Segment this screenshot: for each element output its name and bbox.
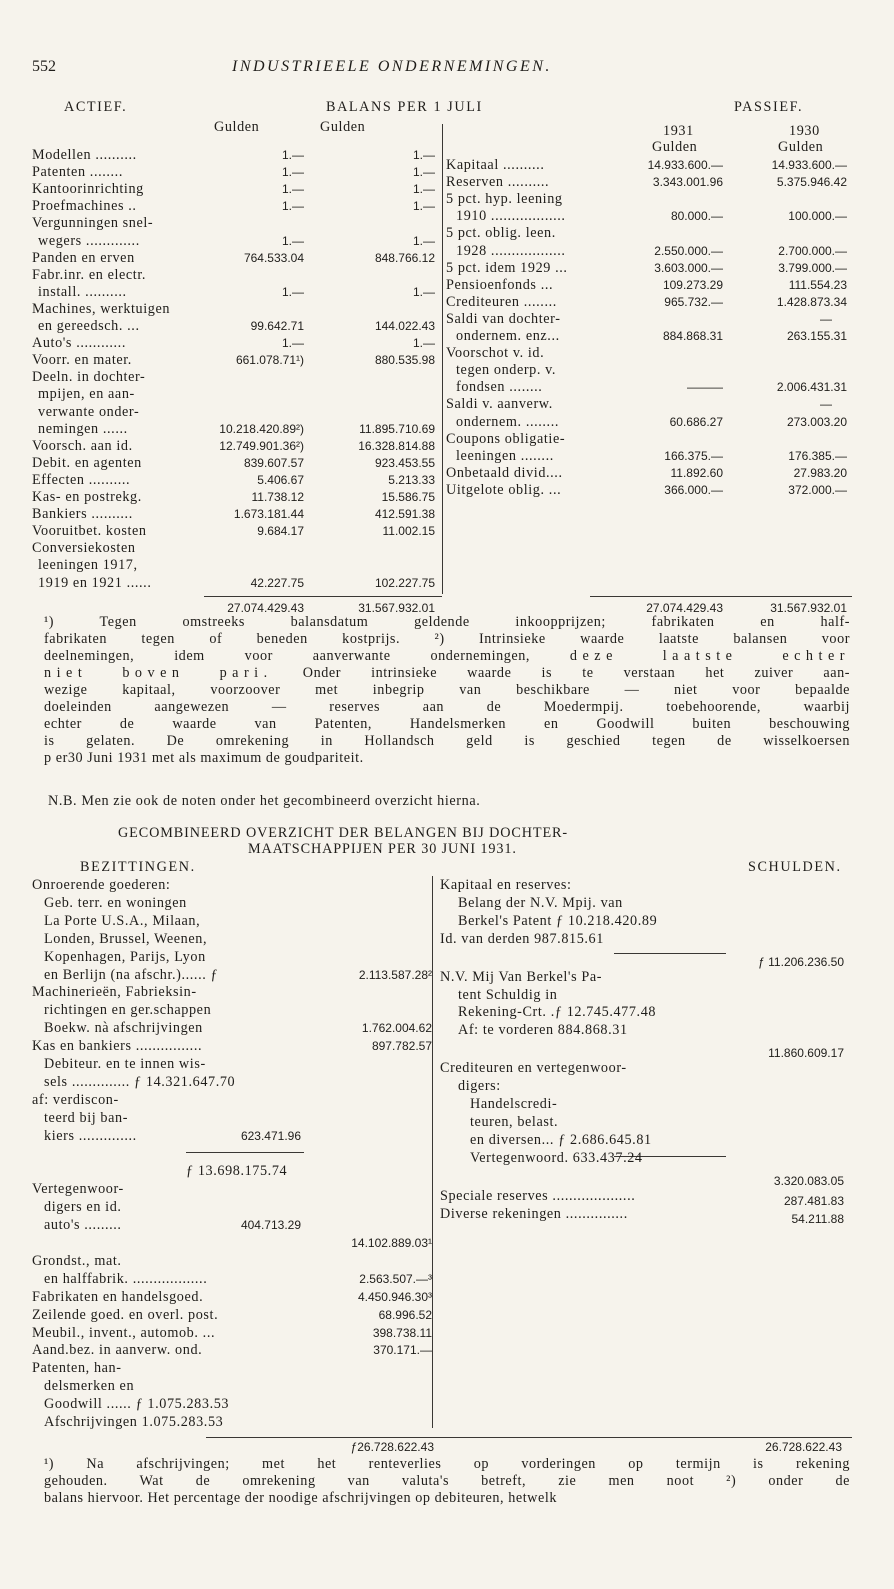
holding-line: Onroerende goederen: bbox=[32, 877, 171, 893]
asset-value-1931: 42.227.75 bbox=[250, 575, 304, 590]
holding-value: 14.102.889.03¹ bbox=[351, 1236, 432, 1250]
asset-label: verwante onder- bbox=[38, 403, 140, 420]
holding-value: 897.782.57 bbox=[371, 1039, 432, 1054]
liab-total-1930: 31.567.932.01 bbox=[770, 601, 847, 615]
liability-value-1930: 176.385.— bbox=[788, 448, 847, 463]
holding-subvalue: 404.713.29 bbox=[240, 1218, 301, 1233]
liability-value-1930: 100.000.— bbox=[788, 209, 847, 224]
asset-value-1930: 923.453.55 bbox=[374, 455, 435, 470]
holding-line: sels .............. ƒ 14.321.647.70 bbox=[44, 1073, 236, 1090]
asset-label: Voorr. en mater. bbox=[32, 352, 132, 369]
asset-value-1931: 1.— bbox=[281, 199, 304, 214]
debt-line: Speciale reserves .................... bbox=[440, 1187, 636, 1204]
asset-label: Patenten ........ bbox=[32, 164, 123, 181]
liability-dash: — bbox=[820, 311, 832, 326]
asset-value-1931: 5.406.67 bbox=[257, 472, 304, 487]
debt-line: Af: te vorderen 884.868.31 bbox=[458, 1022, 628, 1039]
asset-value-1930: 11.895.710.69 bbox=[359, 421, 435, 436]
liability-label: Coupons obligatie- bbox=[446, 430, 566, 447]
assets-total-1930: 31.567.932.01 bbox=[358, 601, 435, 615]
liab-col-header-1: Gulden bbox=[652, 139, 698, 155]
debts-total: 26.728.622.43 bbox=[765, 1440, 842, 1454]
holding-line: en halffabrik. .................. bbox=[44, 1270, 208, 1287]
holding-line: Zeilende goed. en overl. post. bbox=[32, 1306, 219, 1323]
asset-value-1930: 848.766.12 bbox=[374, 250, 435, 265]
debt-line: Vertegenwoord. 633.437.24 bbox=[470, 1149, 643, 1166]
footnote-balance bbox=[44, 614, 850, 767]
holding-line: Fabrikaten en handelsgoed. bbox=[32, 1288, 204, 1305]
debt-line: tent Schuldig in bbox=[458, 986, 558, 1003]
holding-line: kiers .............. bbox=[44, 1127, 137, 1144]
liability-dash: — bbox=[820, 397, 832, 412]
asset-label: mpijen, en aan- bbox=[38, 386, 135, 403]
liability-label: ondernem. ........ bbox=[456, 413, 559, 430]
footnote-line: ¹) Tegen omstreeks balansdatum geldende inkoopprijzen; fabrikaten en half- bbox=[44, 614, 850, 630]
debt-line: en diversen... ƒ 2.686.645.81 bbox=[470, 1131, 652, 1148]
liability-value-1931: 11.892.60 bbox=[670, 465, 723, 480]
asset-value-1930: 5.213.33 bbox=[388, 472, 435, 487]
liability-label: leeningen ........ bbox=[456, 447, 554, 464]
liability-label: 5 pct. idem 1929 ... bbox=[446, 259, 568, 276]
liability-value-1931: 60.686.27 bbox=[669, 414, 723, 429]
asset-value-1931: 1.— bbox=[281, 182, 304, 197]
liability-value-1931: 3.343.001.96 bbox=[652, 175, 723, 190]
asset-value-1931: 11.738.12 bbox=[251, 490, 304, 504]
footnote-line: niet boven pari. Onder intrinsieke waarde is te verstaan het zuiver aan- bbox=[44, 665, 850, 681]
asset-label: Panden en erven bbox=[32, 249, 135, 266]
asset-label: Voorsch. aan id. bbox=[32, 437, 133, 454]
holding-line: af: verdiscon- bbox=[32, 1091, 119, 1108]
asset-label: Fabr.inr. en electr. bbox=[32, 266, 147, 283]
holding-line: digers en id. bbox=[44, 1199, 122, 1216]
asset-value-1931: 99.642.71 bbox=[250, 319, 304, 333]
balance-title: BALANS PER 1 JULI bbox=[326, 99, 483, 115]
holding-line: Meubil., invent., automob. ... bbox=[32, 1324, 216, 1341]
page-number: 552 bbox=[32, 58, 56, 75]
holding-value: 68.996.52 bbox=[378, 1307, 432, 1322]
liab-col-header-2: Gulden bbox=[778, 139, 824, 155]
combined-title-line2: MAATSCHAPPIJEN PER 30 JUNI 1931. bbox=[248, 841, 517, 857]
liability-label: Onbetaald divid.... bbox=[446, 464, 563, 481]
holding-line: Patenten, han- bbox=[32, 1360, 122, 1377]
asset-label: Modellen .......... bbox=[32, 147, 137, 163]
liability-value-1931: 3.603.000.— bbox=[654, 260, 723, 275]
liability-label: Saldi van dochter- bbox=[446, 310, 561, 327]
asset-value-1931: 1.— bbox=[281, 165, 304, 180]
holding-line: delsmerken en bbox=[44, 1378, 135, 1395]
asset-label: Deeln. in dochter- bbox=[32, 369, 146, 386]
asset-value-1930: 412.591.38 bbox=[374, 507, 435, 522]
liability-label: Pensioenfonds ... bbox=[446, 276, 554, 293]
asset-label: wegers ............. bbox=[38, 232, 140, 249]
holding-line: teerd bij ban- bbox=[44, 1109, 129, 1126]
asset-value-1931: 839.607.57 bbox=[243, 455, 304, 470]
footnote-line: balans hiervoor. Het percentage der noodige afschrijvingen op debiteuren, hetwelk bbox=[44, 1490, 557, 1506]
liability-label: Kapitaal .......... bbox=[446, 157, 545, 173]
asset-value-1930: 880.535.98 bbox=[374, 353, 435, 368]
asset-value-1931: 764.533.04 bbox=[243, 250, 304, 265]
asset-value-1930: 1.— bbox=[412, 336, 435, 351]
asset-label: Kas- en postrekg. bbox=[32, 489, 142, 505]
liab-year-1930: 1930 bbox=[789, 123, 820, 139]
liability-label: 5 pct. hyp. leening bbox=[446, 191, 563, 208]
combined-total-rule bbox=[206, 1437, 852, 1438]
liability-label: Reserven .......... bbox=[446, 174, 550, 191]
footnote-line: doeleinden aangewezen — reserves aan de Moedermpij. toebehoorende, waarbij bbox=[44, 699, 850, 715]
asset-label: leeningen 1917, bbox=[38, 557, 138, 574]
liability-value-1930: 372.000.— bbox=[788, 482, 847, 497]
liability-label: Crediteuren ........ bbox=[446, 293, 557, 310]
asset-value-1931: 661.078.71¹) bbox=[235, 353, 304, 368]
holdings-total: ƒ26.728.622.43 bbox=[350, 1440, 434, 1454]
debt-line: digers: bbox=[458, 1078, 501, 1095]
holding-value: 370.171.— bbox=[373, 1343, 432, 1358]
debt-line: Crediteuren en vertegenwoor- bbox=[440, 1060, 627, 1077]
holding-value: 2.113.587.28² bbox=[358, 967, 432, 982]
holding-line: La Porte U.S.A., Milaan, bbox=[44, 912, 201, 929]
liability-label: 1910 .................. bbox=[456, 208, 566, 225]
liability-value-1930: 3.799.000.— bbox=[778, 260, 847, 275]
asset-value-1931: 9.684.17 bbox=[257, 524, 304, 539]
asset-value-1931: 1.— bbox=[281, 233, 304, 248]
holding-line: Vertegenwoor- bbox=[32, 1181, 124, 1198]
nb-note: N.B. Men zie ook de noten onder het gecombineerd overzicht hierna. bbox=[48, 793, 481, 809]
balance-center-rule bbox=[442, 124, 443, 594]
debt-line: teuren, belast. bbox=[470, 1113, 559, 1130]
footnote-line: echter de waarde van Patenten, Handelsmerken en Goodwill buiten beschouwing bbox=[44, 716, 850, 732]
asset-label: Vergunningen snel- bbox=[32, 215, 154, 232]
footnote-line: wezige kapitaal, voorzoover met inbegrip van beschikbare — niet voor bepaalde bbox=[44, 682, 850, 698]
holding-line: ƒ 13.698.175.74 bbox=[186, 1163, 288, 1180]
liab-year-1931: 1931 bbox=[663, 123, 694, 139]
holding-line: richtingen en ger.schappen bbox=[44, 1002, 212, 1019]
liability-value-1931: 2.550.000.— bbox=[654, 243, 723, 258]
footnote-line: deelnemingen, idem voor aanverwante ondernemingen, deze laatste echter bbox=[44, 648, 850, 664]
holding-line: Machinerieën, Fabrieksin- bbox=[32, 984, 197, 1001]
debt-line: Berkel's Patent ƒ 10.218.420.89 bbox=[458, 912, 658, 929]
liability-value-1931: 366.000.— bbox=[664, 482, 723, 497]
asset-value-1930: 1.— bbox=[412, 165, 435, 180]
asset-label: Bankiers .......... bbox=[32, 506, 133, 523]
liability-value-1930: 263.155.31 bbox=[786, 329, 847, 343]
liability-value-1931: 166.375.— bbox=[664, 448, 723, 463]
debts-header: SCHULDEN. bbox=[748, 859, 842, 875]
asset-value-1930: 1.— bbox=[412, 148, 435, 162]
asset-label: install. .......... bbox=[38, 283, 127, 300]
holding-value: 2.563.507.—³ bbox=[359, 1271, 432, 1286]
holding-line: Grondst., mat. bbox=[32, 1252, 122, 1269]
holding-line: Goodwill ...... ƒ 1.075.283.53 bbox=[44, 1396, 230, 1413]
combined-title-line1: GECOMBINEERD OVERZICHT DER BELANGEN BIJ DOCHTER- bbox=[118, 825, 569, 841]
passief-label: PASSIEF. bbox=[734, 99, 804, 115]
liability-label: fondsen ........ bbox=[456, 379, 543, 396]
holding-line: Debiteur. en te innen wis- bbox=[44, 1056, 206, 1072]
asset-label: nemingen ...... bbox=[38, 420, 128, 437]
asset-label: Effecten .......... bbox=[32, 471, 131, 488]
assets-total-rule bbox=[204, 596, 442, 597]
asset-value-1931: 1.— bbox=[281, 284, 304, 299]
asset-value-1930: 1.— bbox=[412, 233, 435, 248]
asset-value-1930: 15.586.75 bbox=[381, 490, 435, 504]
footnote-line: p er30 Juni 1931 met als maximum de goudpariteit. bbox=[44, 750, 364, 766]
assets-total-1931: 27.074.429.43 bbox=[227, 601, 304, 615]
debtors-subtotal-rule bbox=[186, 1152, 304, 1153]
asset-value-1930: 1.— bbox=[412, 182, 435, 197]
holding-line: Kas en bankiers ................ bbox=[32, 1038, 203, 1055]
debt-line: Kapitaal en reserves: bbox=[440, 877, 572, 893]
debt-value: 54.211.88 bbox=[791, 1211, 844, 1226]
liability-value-1930: 2.006.431.31 bbox=[776, 380, 847, 395]
liability-value-1930: 111.554.23 bbox=[788, 277, 847, 292]
capital-subtotal-rule bbox=[614, 953, 726, 954]
holding-line: Londen, Brussel, Weenen, bbox=[44, 930, 208, 947]
asset-value-1931: 12.749.901.36²) bbox=[219, 438, 304, 453]
debt-line: Handelscredi- bbox=[470, 1096, 558, 1112]
liability-value-1930: 273.003.20 bbox=[786, 414, 847, 429]
liability-label: Saldi v. aanverw. bbox=[446, 396, 553, 413]
holding-value: 398.738.11 bbox=[372, 1325, 432, 1340]
holding-line: Aand.bez. in aanverw. ond. bbox=[32, 1342, 203, 1359]
asset-value-1931: 1.673.181.44 bbox=[233, 507, 304, 522]
assets-col-header-2: Gulden bbox=[320, 119, 366, 135]
asset-value-1931: 1.— bbox=[281, 148, 304, 162]
liability-label: ondernem. enz... bbox=[456, 328, 560, 344]
debt-line: Diverse rekeningen ............... bbox=[440, 1205, 628, 1222]
holding-value: 1.762.004.62 bbox=[361, 1021, 432, 1036]
asset-value-1930: 11.002.15 bbox=[382, 524, 435, 539]
footnote-combined bbox=[44, 1456, 850, 1507]
footnote-line: ¹) Na afschrijvingen; met het renteverlies op vorderingen op termijn is rekening bbox=[44, 1456, 850, 1472]
asset-value-1930: 144.022.43 bbox=[374, 319, 435, 333]
asset-label: Kantoorinrichting bbox=[32, 181, 144, 198]
liability-value-1931: 109.273.29 bbox=[662, 277, 723, 292]
debt-value: 3.320.083.05 bbox=[773, 1173, 844, 1188]
asset-label: Machines, werktuigen bbox=[32, 300, 171, 317]
liability-value-1931: ——— bbox=[687, 380, 723, 395]
actief-label: ACTIEF. bbox=[64, 99, 128, 115]
asset-label: Debit. en agenten bbox=[32, 454, 142, 471]
liability-value-1930: 2.700.000.— bbox=[778, 243, 847, 258]
asset-value-1930: 102.227.75 bbox=[374, 575, 435, 590]
debt-value: ƒ 11.206.236.50 bbox=[758, 954, 844, 969]
liability-label: 5 pct. oblig. leen. bbox=[446, 225, 556, 242]
footnote-line: fabrikaten tegen of beneden kostprijs. ²) Intrinsieke waarde laatste balansen voor bbox=[44, 631, 850, 647]
liability-label: 1928 .................. bbox=[456, 242, 566, 259]
liability-value-1931: 80.000.— bbox=[670, 209, 723, 224]
liab-total-rule bbox=[590, 596, 852, 597]
asset-value-1930: 1.— bbox=[412, 284, 435, 299]
liability-label: tegen onderp. v. bbox=[456, 362, 557, 379]
debt-value: 11.860.609.17 bbox=[768, 1046, 844, 1061]
asset-label: Vooruitbet. kosten bbox=[32, 523, 147, 540]
liab-total-1931: 27.074.429.43 bbox=[646, 601, 723, 615]
asset-label: en gereedsch. ... bbox=[38, 318, 140, 334]
holding-subvalue: 623.471.96 bbox=[240, 1128, 301, 1143]
holding-value: 4.450.946.30³ bbox=[357, 1289, 432, 1304]
footnote-line: is gelaten. De omrekening in Hollandsch geld is geschied tegen de wisselkoersen bbox=[44, 733, 850, 749]
liability-value-1930: 14.933.600.— bbox=[771, 158, 847, 172]
liability-label: Uitgelote oblig. ... bbox=[446, 481, 562, 498]
asset-label: Auto's ............ bbox=[32, 335, 126, 352]
holding-line: Geb. terr. en woningen bbox=[44, 894, 187, 911]
liability-label: Voorschot v. id. bbox=[446, 345, 545, 362]
holding-line: Boekw. nà afschrijvingen bbox=[44, 1020, 203, 1037]
liability-value-1931: 965.732.— bbox=[664, 294, 723, 309]
debt-line: Belang der N.V. Mpij. van bbox=[458, 894, 623, 911]
liability-value-1930: 27.983.20 bbox=[793, 465, 847, 480]
holdings-header: BEZITTINGEN. bbox=[80, 859, 196, 875]
debt-line: N.V. Mij Van Berkel's Pa- bbox=[440, 968, 603, 985]
liability-value-1931: 884.868.31 bbox=[662, 329, 723, 343]
liability-value-1930: 1.428.873.34 bbox=[776, 294, 847, 309]
holding-line: auto's ......... bbox=[44, 1217, 122, 1234]
asset-label: 1919 en 1921 ...... bbox=[38, 574, 152, 591]
assets-col-header-1: Gulden bbox=[214, 119, 260, 135]
asset-value-1930: 16.328.814.88 bbox=[358, 438, 435, 453]
footnote-line: gehouden. Wat de omrekening van valuta's betreft, zie men noot ²) onder de bbox=[44, 1473, 850, 1489]
asset-value-1931: 10.218.420.89²) bbox=[219, 421, 304, 436]
running-head: INDUSTRIEELE ONDERNEMINGEN. bbox=[232, 58, 552, 75]
debt-line: Rekening-Crt. .ƒ 12.745.477.48 bbox=[458, 1004, 657, 1021]
asset-label: Proefmachines .. bbox=[32, 198, 137, 215]
liability-value-1931: 14.933.600.— bbox=[647, 158, 723, 172]
debt-value: 287.481.83 bbox=[783, 1193, 844, 1208]
combined-center-rule bbox=[432, 876, 433, 1428]
liability-value-1930: 5.375.946.42 bbox=[776, 175, 847, 190]
asset-value-1931: 1.— bbox=[281, 336, 304, 351]
asset-label: Conversiekosten bbox=[32, 540, 136, 557]
asset-value-1930: 1.— bbox=[412, 199, 435, 214]
holding-line: Kopenhagen, Parijs, Lyon bbox=[44, 948, 206, 965]
holding-line: Afschrijvingen 1.075.283.53 bbox=[44, 1414, 224, 1430]
holding-line: en Berlijn (na afschr.)...... ƒ bbox=[44, 966, 219, 983]
debt-line: Id. van derden 987.815.61 bbox=[440, 930, 604, 947]
